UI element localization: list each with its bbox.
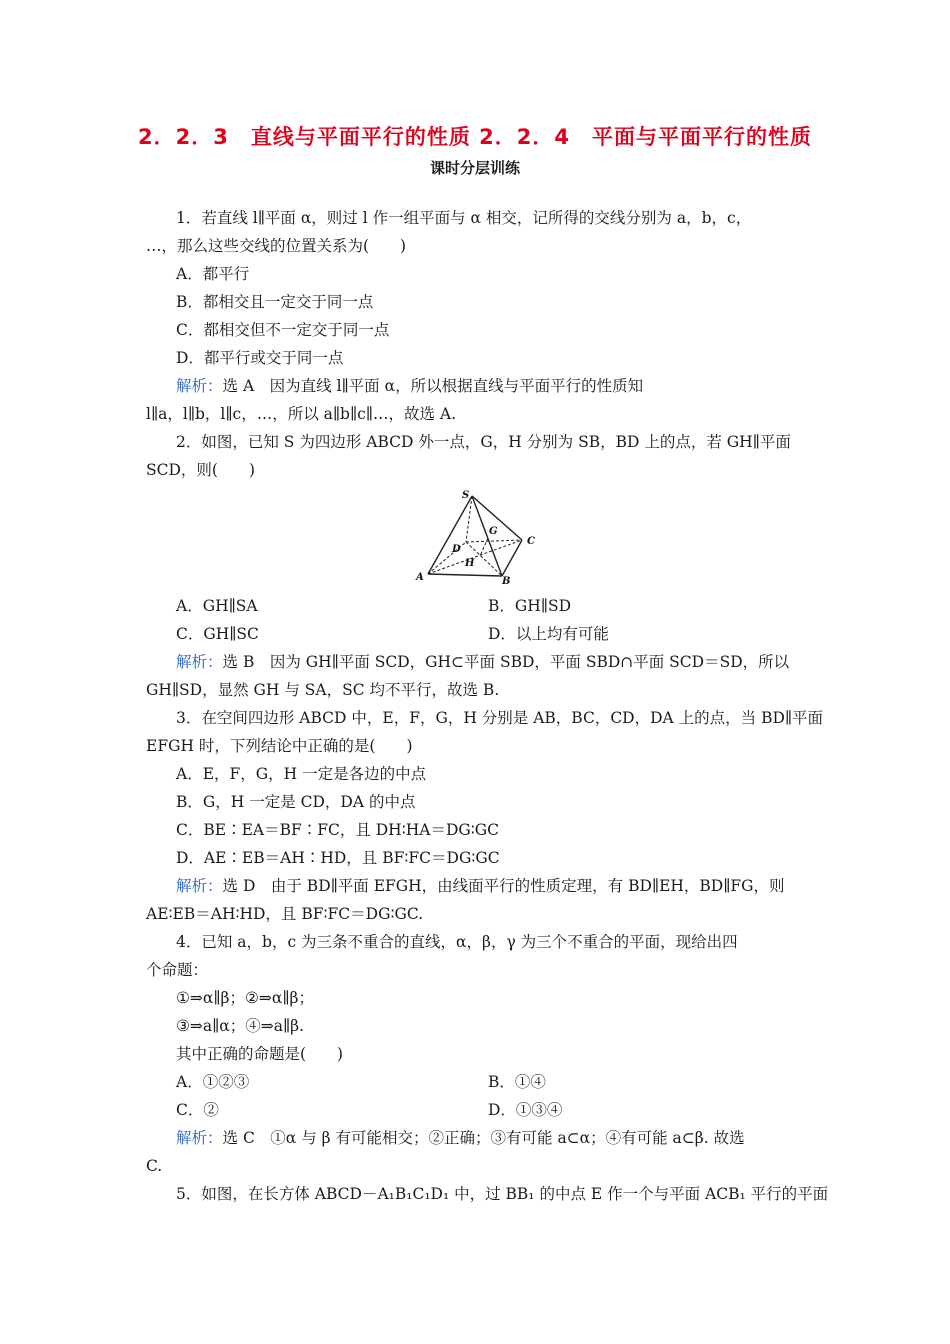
q3-option-d: D．AE∶EB＝AH∶HD，且 BF∶FC＝DG∶GC	[176, 849, 500, 867]
q4-propositions-2: ③⇒a∥α；④⇒a∥β.	[176, 1017, 305, 1035]
q3-option-b: B．G，H 一定是 CD，DA 的中点	[176, 793, 416, 811]
jiexi-label: 解析：	[176, 653, 223, 671]
label-h: H	[465, 558, 475, 569]
q3-stem-line2: EFGH 时，下列结论中正确的是( )	[146, 737, 413, 755]
q2-option-c: C．GH∥SC	[176, 625, 259, 643]
q1-option-a: A．都平行	[176, 265, 250, 283]
q1-answer-line2: l∥a，l∥b，l∥c，…，所以 a∥b∥c∥…，故选 A.	[146, 405, 456, 423]
q2-option-d: D．以上均有可能	[488, 625, 609, 643]
q3-answer-line1	[176, 876, 785, 896]
q4-answer-text: 选 C ①α 与 β 有可能相交；②正确；③有可能 a⊂α；④有可能 a⊂β. 故选	[222, 1129, 745, 1147]
q3-answer-text: 选 D 由于 BD∥平面 EFGH，由线面平行的性质定理，有 BD∥EH，BD∥FG，则	[222, 877, 785, 895]
q2-stem-line1: 2．如图，已知 S 为四边形 ABCD 外一点，G，H 分别为 SB，BD 上的点，若 GH∥平面	[176, 433, 791, 451]
q2-option-a: A．GH∥SA	[176, 597, 258, 615]
q2-answer-line2: GH∥SD，显然 GH 与 SA，SC 均不平行，故选 B.	[146, 681, 500, 699]
label-a: A	[416, 572, 424, 583]
q2-answer-line1	[176, 652, 789, 672]
q4-stem-line3: 其中正确的命题是( )	[176, 1045, 344, 1063]
q1-option-d: D．都平行或交于同一点	[176, 349, 344, 367]
q4-answer-line1	[176, 1128, 745, 1148]
page-subtitle: 课时分层训练	[429, 159, 520, 177]
page-title: 2．2．3 直线与平面平行的性质 2．2．4 平面与平面平行的性质	[138, 125, 812, 149]
jiexi-label: 解析：	[176, 1129, 223, 1147]
label-s: S	[462, 490, 470, 501]
q1-stem-line2: …，那么这些交线的位置关系为( )	[146, 237, 407, 255]
q5-stem-line1: 5．如图，在长方体 ABCD－A₁B₁C₁D₁ 中，过 BB₁ 的中点 E 作一个与平面 ACB₁ 平行的平面	[176, 1185, 829, 1203]
q1-stem-line1: 1．若直线 l∥平面 α，则过 l 作一组平面与 α 相交，记所得的交线分别为 a，b，c，	[176, 209, 752, 227]
q2-stem-line2: SCD，则( )	[146, 461, 255, 479]
pyramid-figure	[410, 488, 545, 588]
q3-option-c: C．BE∶EA＝BF∶FC，且 DH∶HA＝DG∶GC	[176, 821, 500, 839]
q3-stem-line1: 3．在空间四边形 ABCD 中，E，F，G，H 分别是 AB，BC，CD，DA 上的点，当 BD∥平面	[176, 709, 824, 727]
q4-answer-line2: C.	[146, 1157, 163, 1175]
label-g: G	[489, 526, 498, 537]
q2-option-b: B．GH∥SD	[488, 597, 571, 615]
q4-option-a: A．①②③	[176, 1073, 250, 1091]
q4-stem-line1: 4．已知 a，b，c 为三条不重合的直线，α，β，γ 为三个不重合的平面，现给出四	[176, 933, 738, 951]
q4-option-d: D．①③④	[488, 1101, 563, 1119]
jiexi-label: 解析：	[176, 377, 223, 395]
q4-option-b: B．①④	[488, 1073, 546, 1091]
q1-option-c: C．都相交但不一定交于同一点	[176, 321, 390, 339]
q1-answer-text: 选 A 因为直线 l∥平面 α，所以根据直线与平面平行的性质知	[222, 377, 644, 395]
q1-answer-line1	[176, 376, 643, 396]
q4-option-c: C．②	[176, 1101, 219, 1119]
label-c: C	[527, 536, 535, 547]
q4-propositions-1: ①⇒α∥β；②⇒α∥β；	[176, 989, 314, 1007]
q4-stem-line2: 个命题：	[146, 961, 209, 979]
jiexi-label: 解析：	[176, 877, 223, 895]
q2-answer-text: 选 B 因为 GH∥平面 SCD，GH⊂平面 SBD，平面 SBD∩平面 SCD＝SD，所以	[222, 653, 790, 671]
q3-answer-line2: AE∶EB＝AH∶HD，且 BF∶FC＝DG∶GC.	[146, 905, 424, 923]
q3-option-a: A．E，F，G，H 一定是各边的中点	[176, 765, 427, 783]
label-d: D	[452, 544, 461, 555]
label-b: B	[502, 576, 511, 587]
q1-option-b: B．都相交且一定交于同一点	[176, 293, 374, 311]
